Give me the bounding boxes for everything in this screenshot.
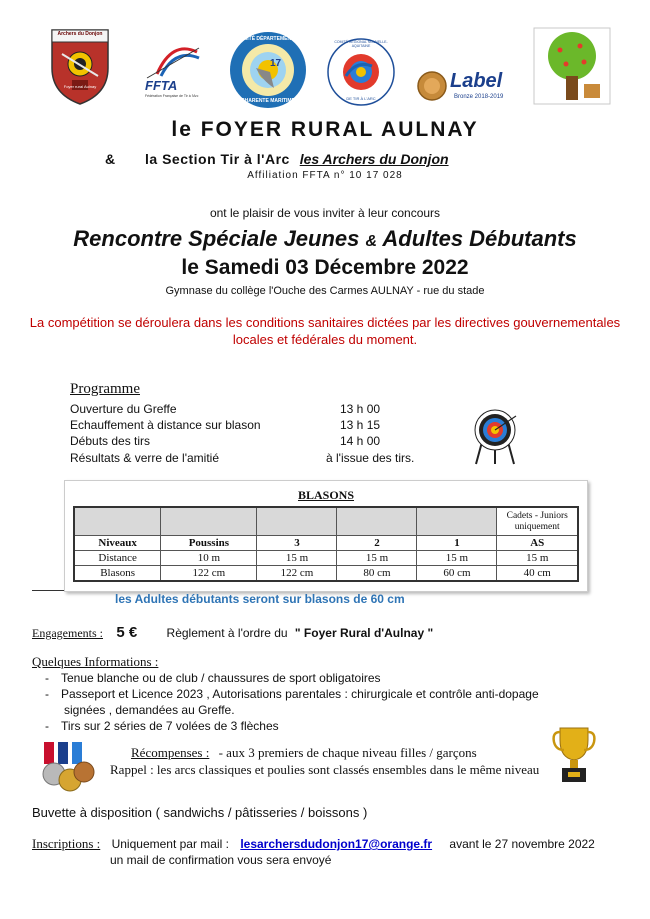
- info-item: Tirs sur 2 séries de 7 volées de 3 flèches: [61, 719, 279, 733]
- tree-logo: [532, 26, 612, 106]
- table-cell: Distance: [74, 551, 161, 566]
- engagements-label: Engagements :: [32, 626, 103, 640]
- list-item: - Passeport et Licence 2023 , Autorisations parentales : chirurgicale et contrôle anti-dopage: [45, 687, 539, 701]
- programme-row-time: 13 h 15: [340, 418, 381, 432]
- reglement-prefix: Règlement à l'ordre du: [166, 626, 288, 640]
- comite-reg-text: COMITÉ RÉGIONAL NOUVELLE-AQUITAINE: [334, 40, 388, 48]
- table-cell: Blasons: [74, 566, 161, 582]
- table-header-cell: AS: [497, 536, 578, 551]
- table-cell: 15 m: [497, 551, 578, 566]
- table-cell: 10 m: [161, 551, 257, 566]
- blasons-note: Cadets - Juniors uniquement: [497, 507, 578, 536]
- header-line2-amp: &: [105, 151, 116, 167]
- inscriptions-line: [32, 836, 595, 852]
- programme-title: Programme: [70, 381, 140, 397]
- programme-row-time: 14 h 00: [340, 434, 381, 448]
- engagements-line: [32, 624, 433, 641]
- medals-icon: [40, 740, 95, 795]
- ffta-logo: [137, 38, 207, 106]
- buvette-text: Buvette à disposition ( sandwichs / pâtisseries / boissons ): [32, 805, 368, 820]
- blasons-title: BLASONS: [297, 488, 355, 502]
- comite-regional-logo: [326, 36, 396, 108]
- table-cell: 15 m: [417, 551, 497, 566]
- table-cell: 122 cm: [257, 566, 337, 582]
- label-bronze-logo: [412, 66, 512, 106]
- table-header-cell: 1: [417, 536, 497, 551]
- table-header-cell: Poussins: [161, 536, 257, 551]
- table-cell: 60 cm: [417, 566, 497, 582]
- inscriptions-label: Inscriptions :: [32, 836, 101, 851]
- label-logo-text: Label: [450, 70, 503, 92]
- comite-reg-subtext: DE TIR À L'ARC: [346, 96, 376, 101]
- divider-line: [32, 590, 64, 591]
- programme-row-label: Ouverture du Greffe: [70, 402, 177, 416]
- table-row: [74, 566, 578, 582]
- table-cell: 40 cm: [497, 566, 578, 582]
- info-item-continuation: signées , demandées au Greffe.: [64, 703, 235, 717]
- recompenses-text: - aux 3 premiers de chaque niveau filles / garçons: [218, 745, 477, 760]
- info-item: Passeport et Licence 2023 , Autorisations parentales : chirurgicale et contrôle anti-dopage: [61, 687, 539, 701]
- event-name-part2: Adultes Débutants: [382, 226, 577, 251]
- affiliation: Affiliation FFTA n° 10 17 028: [247, 170, 403, 181]
- programme-row-time: à l'issue des tirs.: [326, 451, 415, 465]
- table-cell: 80 cm: [337, 566, 417, 582]
- table-header-cell: 3: [257, 536, 337, 551]
- comite-departemental-logo: [226, 30, 310, 110]
- sanitary-notice: [0, 314, 650, 348]
- infos-title: Quelques Informations :: [32, 654, 159, 669]
- archers-du-donjon-logo: [48, 24, 112, 106]
- table-header-cell: 2: [337, 536, 417, 551]
- trophy-icon: [552, 724, 596, 784]
- ffta-logo-subtext: Fédération Française de Tir à l'Arc: [145, 94, 199, 98]
- info-item: Tenue blanche ou de club / chaussures de sport obligatoires: [61, 671, 381, 685]
- list-item: - Tirs sur 2 séries de 7 volées de 3 flèches: [45, 719, 279, 733]
- recompenses-label: Récompenses :: [131, 745, 210, 760]
- programme-row-time: 13 h 00: [340, 402, 381, 416]
- inscriptions-confirm: un mail de confirmation vous sera envoyé: [110, 853, 332, 867]
- header-title: le FOYER RURAL AULNAY: [171, 118, 479, 141]
- programme-row-label: Débuts des tirs: [70, 434, 151, 448]
- table-cell: 122 cm: [161, 566, 257, 582]
- sanitary-line-2: locales et fédérales du moment.: [232, 332, 418, 347]
- table-cell: 15 m: [257, 551, 337, 566]
- event-location: Gymnase du collège l'Ouche des Carmes AULNAY - rue du stade: [165, 285, 485, 297]
- comite-dep-top-text: COMITÉ DÉPARTEMENTAL: [235, 36, 301, 42]
- reglement-name: " Foyer Rural d'Aulnay ": [294, 626, 434, 640]
- comite-dep-number: 17: [270, 58, 282, 69]
- event-name-amp: &: [365, 233, 378, 250]
- archers-logo-subtext: Foyer rural Aulnay: [63, 84, 97, 89]
- comite-dep-bottom-text: CHARENTE MARITIME: [241, 98, 295, 104]
- table-header-cell: Niveaux: [74, 536, 161, 551]
- table-row: [74, 551, 578, 566]
- programme-row-label: Echauffement à distance sur blason: [70, 418, 261, 432]
- header-line2: [105, 151, 449, 167]
- header-club-name: les Archers du Donjon: [299, 151, 449, 167]
- engagements-price: 5 €: [116, 624, 138, 641]
- event-date: le Samedi 03 Décembre 2022: [181, 256, 469, 279]
- header-line2-text: la Section Tir à l'Arc: [145, 151, 290, 167]
- programme-row-label: Résultats & verre de l'amitié: [70, 451, 220, 465]
- target-icon: [470, 406, 520, 466]
- inscriptions-text: Uniquement par mail :: [111, 837, 229, 851]
- list-item: - Tenue blanche ou de club / chaussures de sport obligatoires: [45, 671, 381, 685]
- blasons-table: [73, 506, 579, 582]
- recompenses-line: [131, 745, 477, 761]
- adultes-note: les Adultes débutants seront sur blasons de 60 cm: [115, 592, 405, 606]
- table-cell: 15 m: [337, 551, 417, 566]
- event-name-part1: Rencontre Spéciale Jeunes: [73, 226, 360, 251]
- archers-logo-text: Archers du Donjon: [57, 31, 103, 37]
- event-name: [0, 226, 650, 252]
- ffta-logo-text: FFTA: [145, 78, 178, 93]
- label-logo-subtext: Bronze 2018-2019: [454, 94, 504, 100]
- email-link[interactable]: lesarchersdudonjon17@orange.fr: [240, 837, 433, 851]
- blasons-box: [64, 480, 588, 592]
- rappel-text: Rappel : les arcs classiques et poulies sont classés ensembles dans le même niveau: [110, 762, 540, 777]
- invite-text: ont le plaisir de vous inviter à leur concours: [209, 206, 441, 220]
- inscriptions-deadline: avant le 27 novembre 2022: [449, 837, 595, 851]
- sanitary-line-1: La compétition se déroulera dans les conditions sanitaires dictées par les directives gouvernementales: [29, 315, 621, 330]
